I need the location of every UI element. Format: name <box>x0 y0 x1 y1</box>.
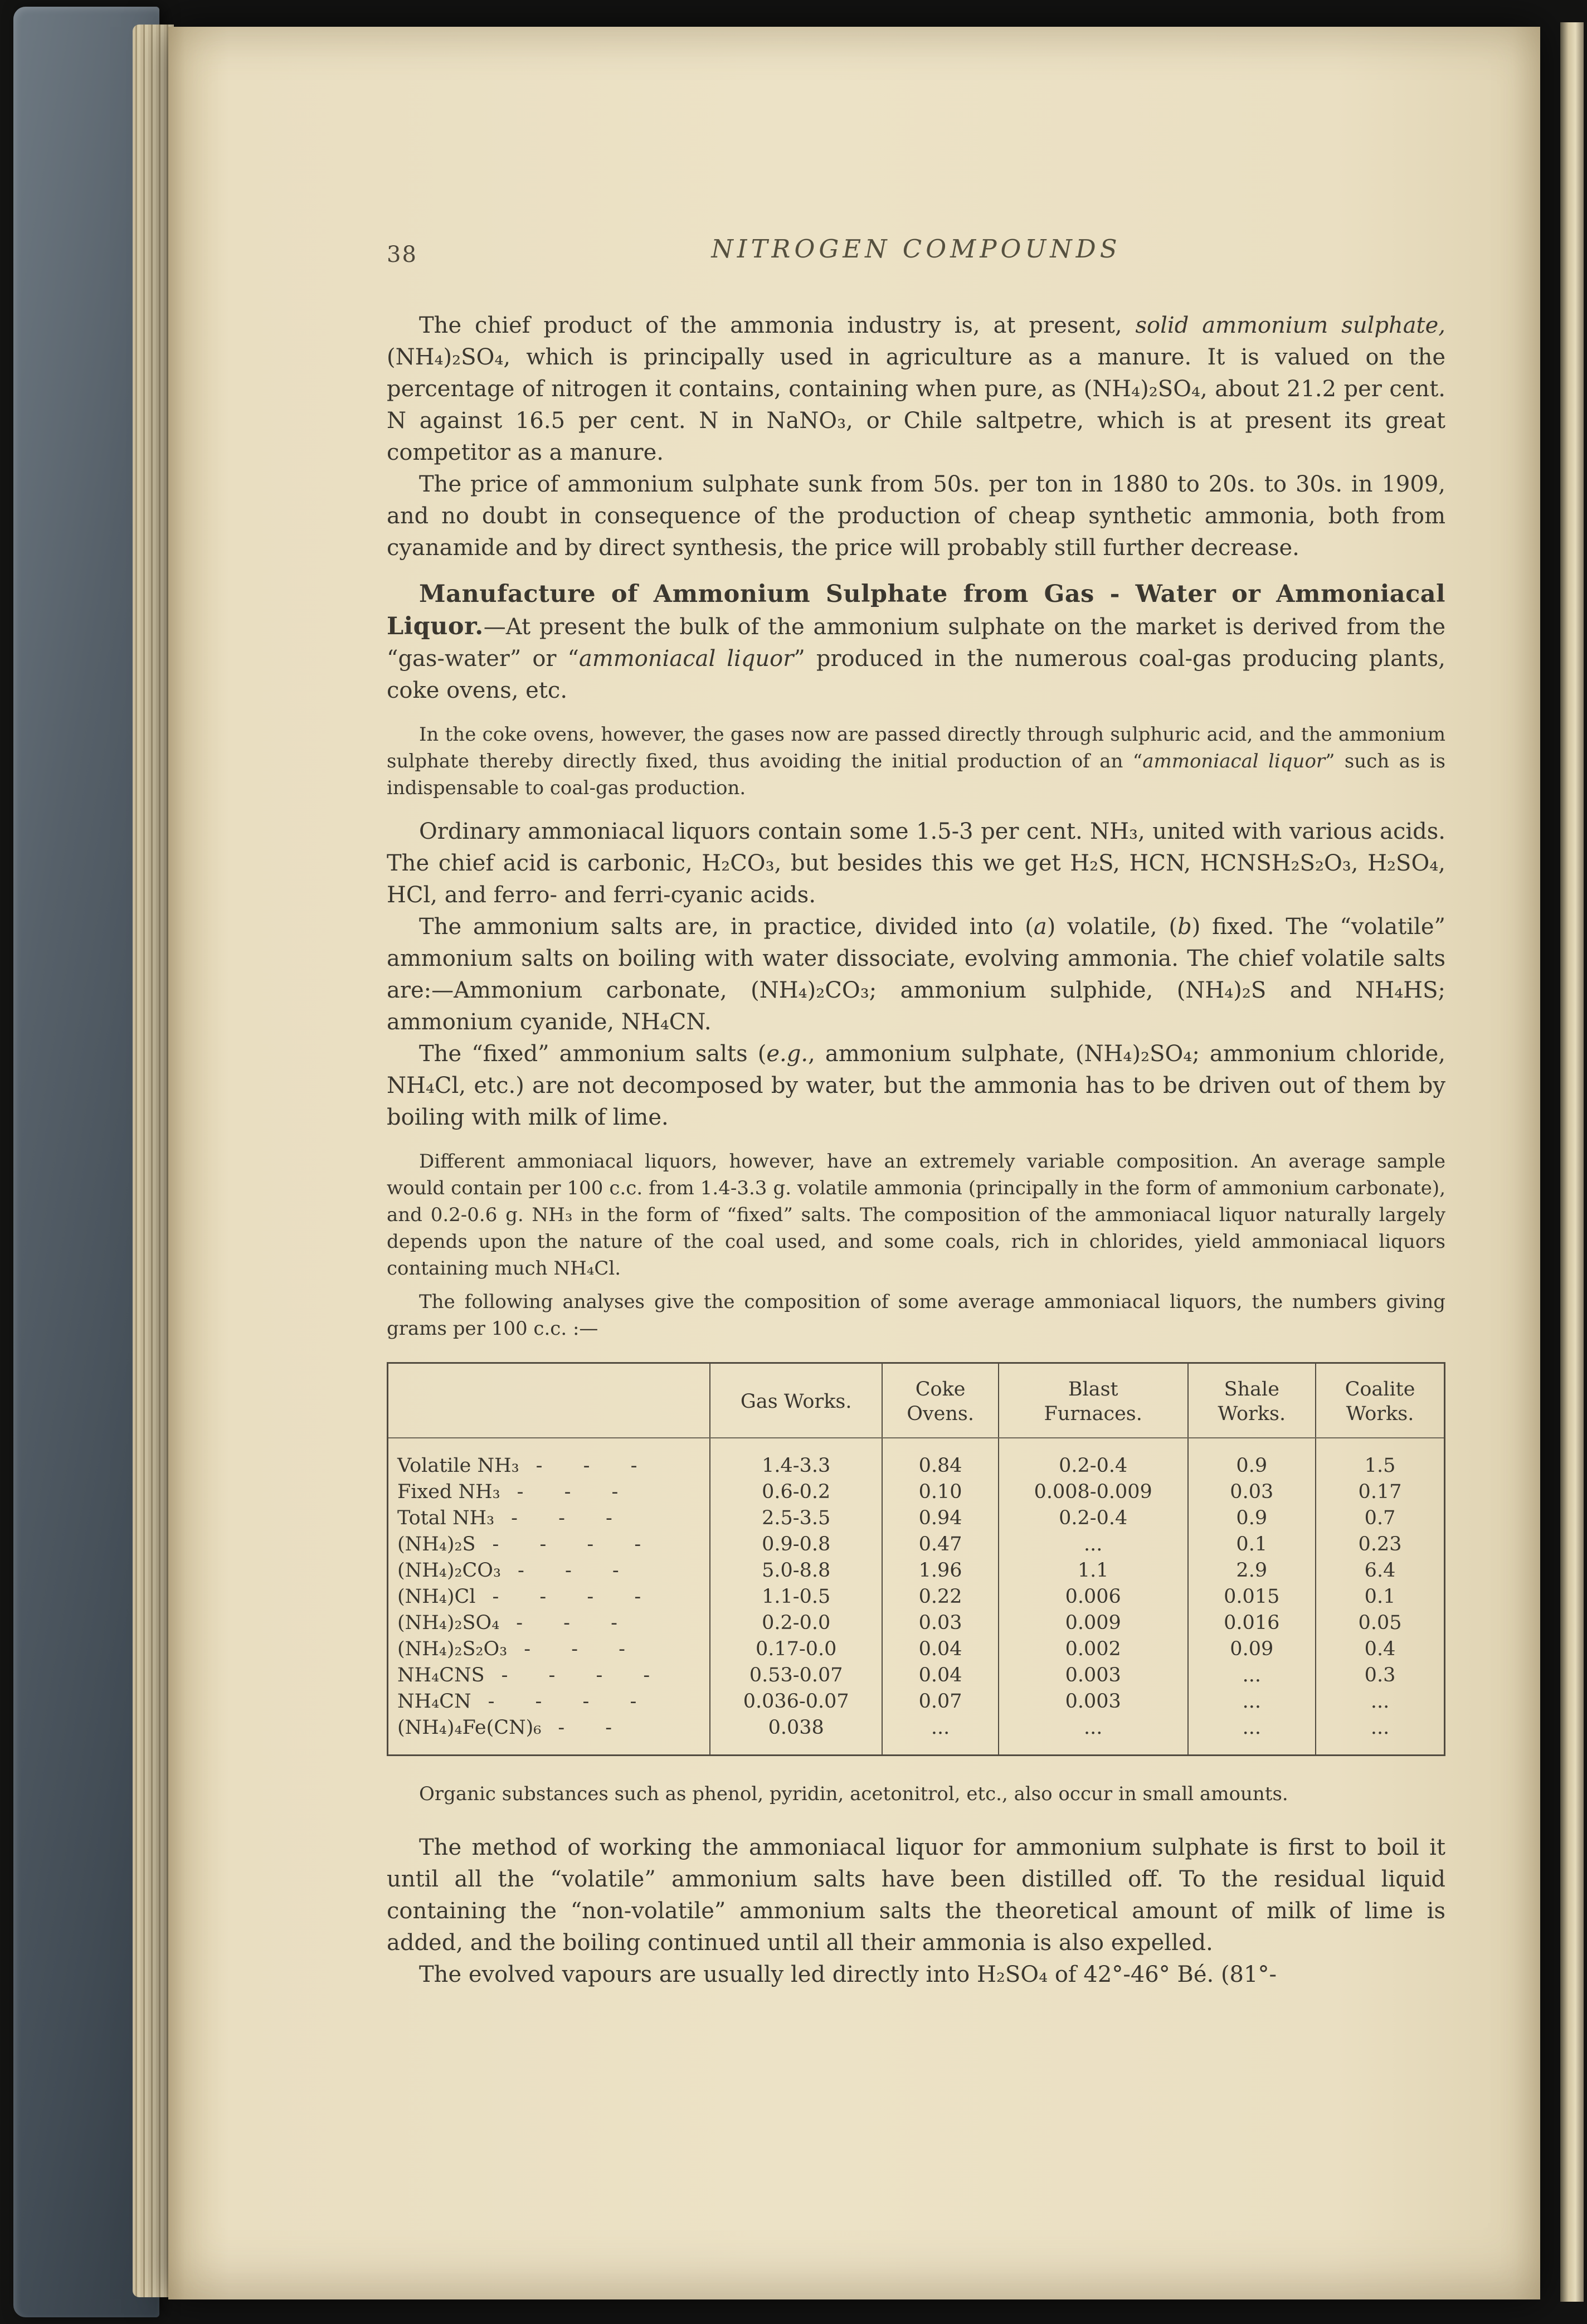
leader-dashes: - - - <box>536 1455 637 1477</box>
table-cell: 5.0-8.8 <box>710 1558 882 1584</box>
table-cell: 0.94 <box>882 1505 999 1531</box>
table-cell: 0.07 <box>882 1689 999 1715</box>
table-corner-cell <box>388 1363 710 1438</box>
table-cell: 0.53-0.07 <box>710 1662 882 1689</box>
note-coke-ovens: In the coke ovens, however, the gases now are passed directly through sulphuric acid, and the ammonium sulphate thereby directly fixed, thus avoiding the initial production of an “ammoniacal liquor” such as is indispensable to coal-gas production. <box>387 723 1446 799</box>
table-cell: ... <box>1316 1689 1444 1715</box>
analysis-table <box>387 1362 1445 1756</box>
table-row <box>388 1610 1445 1636</box>
table-cell: 0.3 <box>1316 1662 1444 1689</box>
table-cell: ... <box>1316 1715 1444 1756</box>
page-number: 38 <box>387 242 417 268</box>
leader-dashes: - - - <box>518 1559 619 1582</box>
table-cell: 0.04 <box>882 1636 999 1662</box>
table-cell: 0.036-0.07 <box>710 1689 882 1715</box>
table-row <box>388 1531 1445 1558</box>
row-label: Total NH₃ <box>397 1507 495 1529</box>
table-row <box>388 1715 1445 1756</box>
leader-dashes: - - - <box>524 1638 625 1660</box>
table-cell: 0.05 <box>1316 1610 1444 1636</box>
table-cell: 0.2-0.0 <box>710 1610 882 1636</box>
table-cell: 0.1 <box>1188 1531 1316 1558</box>
table-cell: 0.038 <box>710 1715 882 1756</box>
table-cell: 0.23 <box>1316 1531 1444 1558</box>
table-cell: 0.016 <box>1188 1610 1316 1636</box>
para-table-intro: The following analyses give the composition of some average ammoniacal liquors, the numbers giving grams per 100 c.c. :— <box>387 1291 1445 1340</box>
table-row <box>388 1584 1445 1610</box>
table-cell: ... <box>882 1715 999 1756</box>
table-cell: 0.04 <box>882 1662 999 1689</box>
table-cell: ... <box>1188 1689 1316 1715</box>
running-header: NITROGEN COMPOUNDS <box>711 234 1121 264</box>
table-cell: 1.96 <box>882 1558 999 1584</box>
table-cell: 0.9 <box>1188 1438 1316 1479</box>
row-label: (NH₄)₂S₂O₃ <box>397 1638 508 1660</box>
table-cell: 0.09 <box>1188 1636 1316 1662</box>
table-row <box>388 1689 1445 1715</box>
table-cell: 0.17 <box>1316 1479 1444 1505</box>
facing-page-edge <box>1560 22 1584 2302</box>
table-cell: 1.1 <box>999 1558 1188 1584</box>
leader-dashes: - - - - <box>501 1664 650 1686</box>
column-header: Gas Works. <box>710 1363 882 1438</box>
leader-dashes: - - <box>558 1717 612 1739</box>
table-cell: 2.5-3.5 <box>710 1505 882 1531</box>
leader-dashes: - - - - <box>488 1690 637 1713</box>
para-ammonium-sulphate-intro: The chief product of the ammonia industry is, at present, solid ammonium sulphate, (NH₄)₂SO₄, which is principally used in agriculture as a manure. It is valued on the percentage of nitrogen it contains, containing when pure, as (NH₄)₂SO₄, about 21.2 per cent. N against 16.5 per cent. N in NaNO₃, or Chile saltpetre, which is at present its great competitor as a manure. <box>387 313 1446 465</box>
table-cell: 6.4 <box>1316 1558 1444 1584</box>
leader-dashes: - - - - <box>492 1533 641 1555</box>
para-price: The price of ammonium sulphate sunk from 50s. per ton in 1880 to 20s. to 30s. in 1909, and no doubt in consequence of the production of cheap synthetic ammonia, both from cyanamide and by direct synthesis, the price will probably still further decrease. <box>387 471 1445 561</box>
table-cell: 2.9 <box>1188 1558 1316 1584</box>
table-row <box>388 1479 1445 1505</box>
table-cell: ... <box>1188 1715 1316 1756</box>
table-row <box>388 1438 1445 1479</box>
leader-dashes: - - - <box>516 1612 617 1634</box>
para-working-method: The method of working the ammoniacal liquor for ammonium sulphate is first to boil it until all the “volatile” ammonium salts have been distilled off. To the residual liquid containing the “non-volatile” ammonium salts the theoretical amount of milk of lime is added, and the boiling continued until all their ammonia is also expelled. <box>387 1835 1445 1956</box>
para-evolved-vapours: The evolved vapours are usually led directly into H₂SO₄ of 42°-46° Bé. (81°- <box>419 1962 1277 1987</box>
table-header-row <box>388 1363 1445 1438</box>
row-label: NH₄CN <box>397 1690 471 1713</box>
table-row <box>388 1558 1445 1584</box>
table-cell: 0.009 <box>999 1610 1188 1636</box>
table-cell: 0.015 <box>1188 1584 1316 1610</box>
row-label: (NH₄)₂CO₃ <box>397 1559 502 1582</box>
table-cell: 0.002 <box>999 1636 1188 1662</box>
table-cell: 0.008-0.009 <box>999 1479 1188 1505</box>
table-cell: 0.47 <box>882 1531 999 1558</box>
table-cell: 0.003 <box>999 1689 1188 1715</box>
page-content <box>387 310 1445 1991</box>
table-cell: 1.4-3.3 <box>710 1438 882 1479</box>
table-cell: 0.7 <box>1316 1505 1444 1531</box>
table-row <box>388 1505 1445 1531</box>
table-cell: 0.4 <box>1316 1636 1444 1662</box>
table-cell: 0.17-0.0 <box>710 1636 882 1662</box>
row-label: NH₄CNS <box>397 1664 485 1686</box>
table-row <box>388 1636 1445 1662</box>
table-cell: 0.22 <box>882 1584 999 1610</box>
column-header: Coke Ovens. <box>882 1363 999 1438</box>
column-header: Coalite Works. <box>1316 1363 1444 1438</box>
table-cell: 0.03 <box>1188 1479 1316 1505</box>
para-fixed-salts: The “fixed” ammonium salts (e.g., ammonium sulphate, (NH₄)₂SO₄; ammonium chloride, NH₄Cl, etc.) are not decomposed by water, but the ammonia has to be driven out of them by boiling with milk of lime. <box>387 1041 1445 1130</box>
table-row <box>388 1662 1445 1689</box>
table-cell: 1.1-0.5 <box>710 1584 882 1610</box>
leader-dashes: - - - <box>517 1481 619 1503</box>
column-header: Blast Furnaces. <box>999 1363 1188 1438</box>
row-label: (NH₄)Cl <box>397 1586 476 1608</box>
column-header: Shale Works. <box>1188 1363 1316 1438</box>
table-cell: 0.006 <box>999 1584 1188 1610</box>
table-cell: ... <box>1188 1662 1316 1689</box>
table-cell: 0.2-0.4 <box>999 1438 1188 1479</box>
para-liquor-composition: Ordinary ammoniacal liquors contain some 1.5-3 per cent. NH₃, united with various acids. The chief acid is carbonic, H₂CO₃, but besides this we get H₂S, HCN, HCNSH₂S₂O₃, H₂SO₄, HCl, and ferro- and ferri-cyanic acids. <box>387 819 1445 908</box>
leader-dashes: - - - - <box>492 1586 641 1608</box>
table-cell: 0.6-0.2 <box>710 1479 882 1505</box>
page-edge-stack <box>133 25 174 2297</box>
table-cell: ... <box>999 1715 1188 1756</box>
row-label: (NH₄)₂SO₄ <box>397 1612 500 1634</box>
note-variable-composition: Different ammoniacal liquors, however, have an extremely variable composition. An average sample would contain per 100 c.c. from 1.4-3.3 g. volatile ammonia (principally in the form of ammonium carbonate), and 0.2-0.6 g. NH₃ in the form of “fixed” salts. The composition of the ammoniacal liquor naturally largely depends upon the nature of the coal used, and some coals, rich in chlorides, yield ammoniacal liquors containing much NH₄Cl. <box>387 1150 1445 1280</box>
book-page <box>168 27 1540 2299</box>
para-manufacture-heading: Manufacture of Ammonium Sulphate from Gas - Water or Ammoniacal Liquor.—At present the bulk of the ammonium sulphate on the market is derived from the “gas-water” or “ammoniacal liquor” produced in the numerous coal-gas producing plants, coke ovens, etc. <box>387 580 1446 703</box>
note-organic-substances: Organic substances such as phenol, pyridin, acetonitrol, etc., also occur in small amounts. <box>419 1783 1288 1805</box>
table-cell: 0.9-0.8 <box>710 1531 882 1558</box>
table-cell: 0.2-0.4 <box>999 1505 1188 1531</box>
table-cell: 0.9 <box>1188 1505 1316 1531</box>
table-cell: 1.5 <box>1316 1438 1444 1479</box>
row-label: (NH₄)₂S <box>397 1533 476 1555</box>
page-head <box>387 234 1445 279</box>
table-cell: 0.10 <box>882 1479 999 1505</box>
table-cell: 0.1 <box>1316 1584 1444 1610</box>
para-salt-classes: The ammonium salts are, in practice, divided into (a) volatile, (b) fixed. The “volatile” ammonium salts on boiling with water dissociate, evolving ammonia. The chief volatile salts are:—Ammonium carbonate, (NH₄)₂CO₃; ammonium sulphide, (NH₄)₂S and NH₄HS; ammonium cyanide, NH₄CN. <box>387 914 1445 1035</box>
table-cell: ... <box>999 1531 1188 1558</box>
row-label: (NH₄)₄Fe(CN)₆ <box>397 1717 542 1739</box>
table-cell: 0.03 <box>882 1610 999 1636</box>
table-cell: 0.84 <box>882 1438 999 1479</box>
row-label: Fixed NH₃ <box>397 1481 500 1503</box>
row-label: Volatile NH₃ <box>397 1455 519 1477</box>
table-cell: 0.003 <box>999 1662 1188 1689</box>
leader-dashes: - - - <box>511 1507 612 1529</box>
